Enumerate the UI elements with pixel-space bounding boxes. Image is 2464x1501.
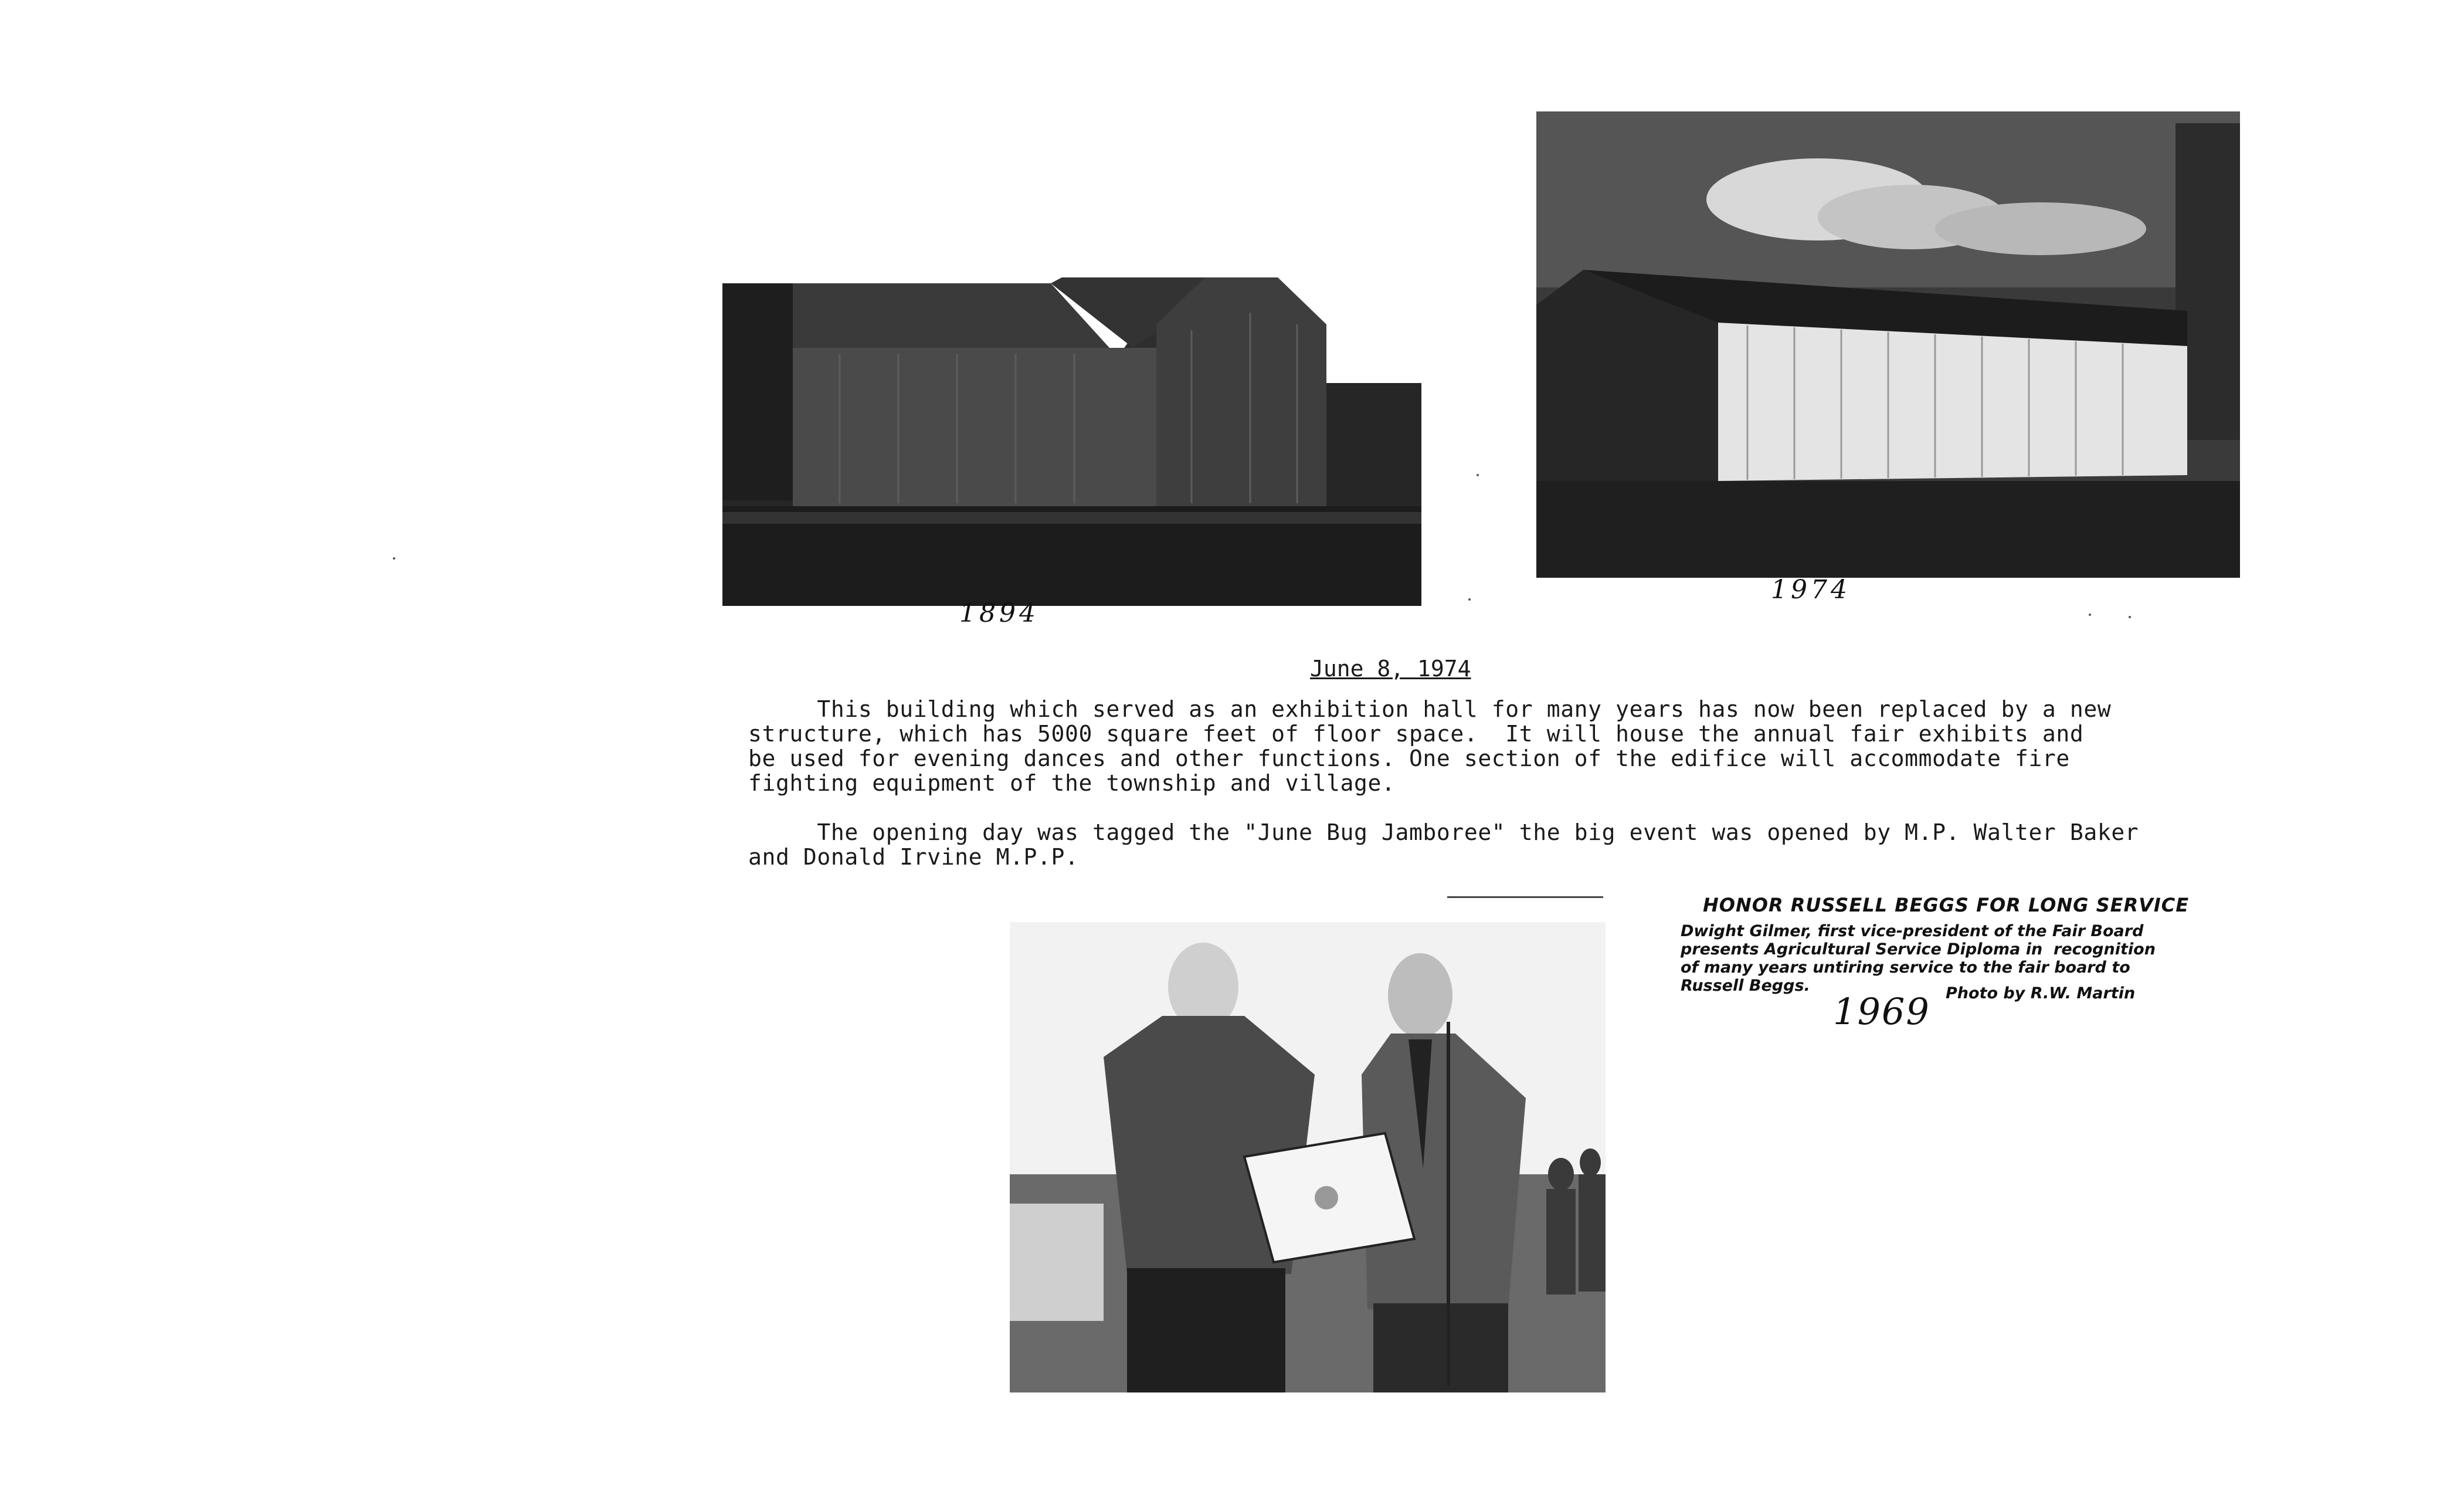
- para-line: structure, which has 5000 square feet of floor space. It will house the annual fair exhibits and: [748, 721, 2084, 747]
- article-paragraph-1: [748, 697, 2111, 795]
- para-line: The opening day was tagged the "June Bug Jamboree" the big event was opened by M.P. Walter Baker: [748, 819, 2139, 845]
- caption-line: Dwight Gilmer, first vice-president of the Fair Board: [1681, 922, 2144, 940]
- paper-speck: [393, 557, 395, 560]
- caption-headline: HONOR RUSSELL BEGGS FOR LONG SERVICE: [1703, 894, 2190, 916]
- paper-speck: [2129, 616, 2131, 618]
- handwritten-year-1969: 1969: [1833, 990, 1930, 1033]
- handwritten-year-1894: 1894: [959, 598, 1039, 628]
- para-line: be used for evening dances and other functions. One section of the edifice will accommodate fire: [748, 746, 2070, 771]
- photo-old-exhibition-hall: [722, 277, 1421, 606]
- caption-line: Russell Beggs.: [1681, 977, 1810, 995]
- article-date: June 8, 1974: [1310, 656, 1471, 682]
- paper-speck: [1477, 474, 1479, 476]
- handwritten-year-1974: 1974: [1771, 575, 1851, 605]
- photo-new-exhibition-hall: [1536, 111, 2240, 578]
- para-line: This building which served as an exhibition hall for many years has now been replaced by a new: [748, 696, 2112, 722]
- caption-line: of many years untiring service to the fair board to: [1681, 958, 2130, 977]
- photo-award-presentation: [1010, 922, 1606, 1392]
- divider-rule: [1447, 896, 1603, 898]
- para-line: fighting equipment of the township and village.: [748, 770, 1396, 796]
- paper-speck: [2089, 614, 2091, 616]
- caption-line: presents Agricultural Service Diploma in recognition: [1681, 940, 2156, 958]
- caption-photo-credit: Photo by R.W. Martin: [1946, 984, 2136, 1002]
- paper-speck: [1468, 598, 1471, 601]
- article-paragraph-2: [748, 820, 2139, 869]
- para-line: and Donald Irvine M.P.P.: [748, 844, 1079, 870]
